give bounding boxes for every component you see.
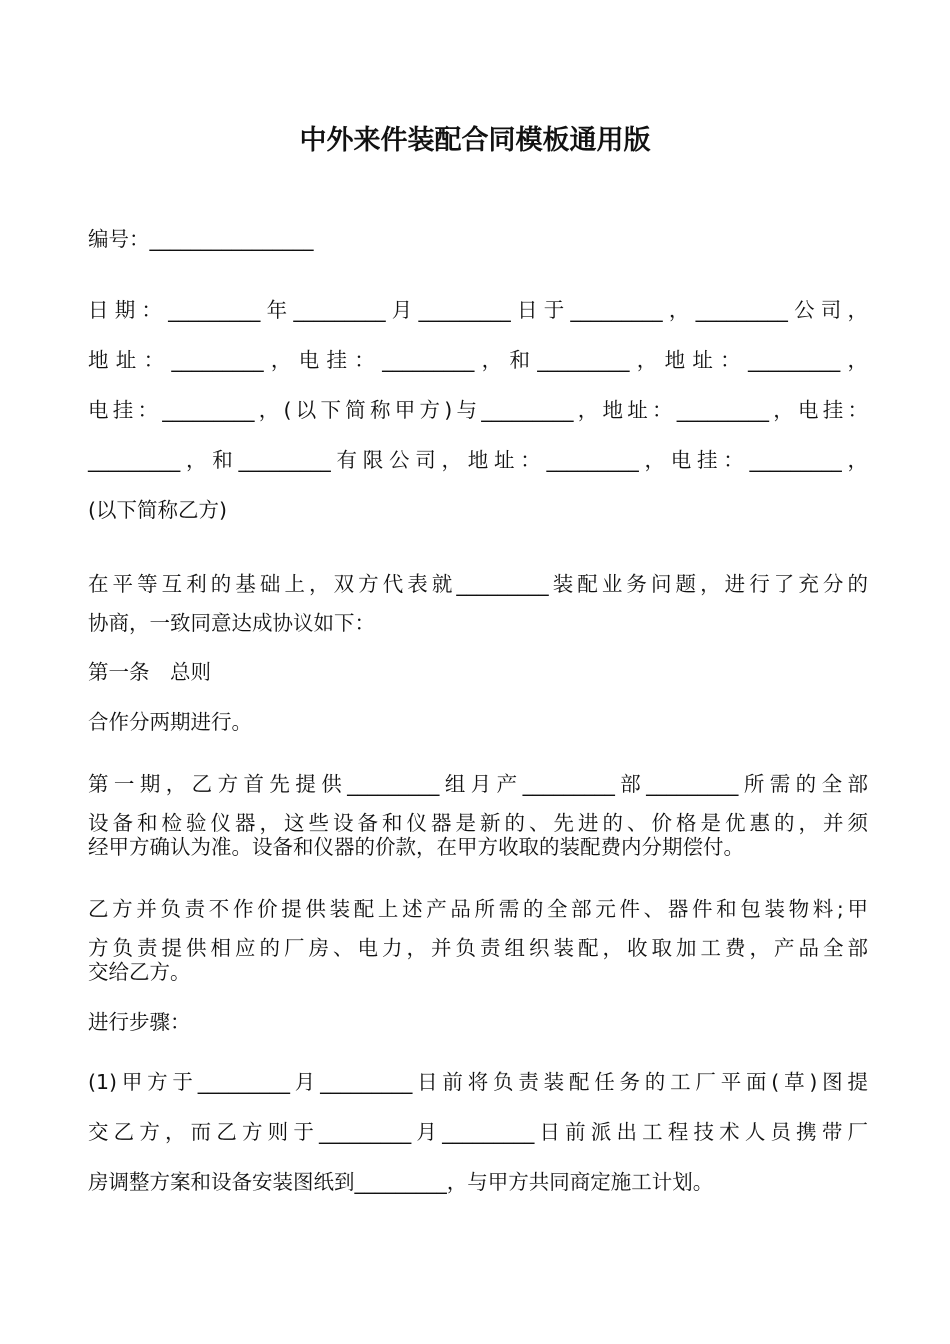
phase-1-line-1: 第一期，乙方首先提供_________组月产_________部_________所需的全部	[88, 772, 868, 796]
party-line-4: _________，和_________有限公司，地址：_________，电挂：_________，	[88, 448, 868, 472]
phase-1-line-2: 设备和检验仪器，这些设备和仪器是新的、先进的、价格是优惠的，并须	[88, 811, 868, 835]
party-line-3: 电挂：_________，(以下简称甲方)与_________，地址：_________，电挂：	[88, 398, 868, 422]
party-line-5: (以下简称乙方)	[88, 498, 227, 522]
article-1-intro: 合作分两期进行。	[88, 710, 252, 734]
supply-line-1: 乙方并负责不作价提供装配上述产品所需的全部元件、器件和包装物料;甲	[88, 897, 868, 921]
intro-line-1: 在平等互利的基础上，双方代表就_________装配业务问题，进行了充分的	[88, 572, 868, 596]
phase-1-line-3: 经甲方确认为准。设备和仪器的价款，在甲方收取的装配费内分期偿付。	[88, 835, 744, 859]
supply-line-2: 方负责提供相应的厂房、电力，并负责组织装配，收取加工费，产品全部	[88, 936, 868, 960]
intro-line-2: 协商，一致同意达成协议如下：	[88, 611, 375, 635]
contract-number: 编号：________________	[88, 227, 314, 251]
steps-heading: 进行步骤：	[88, 1010, 191, 1034]
step-1-line-1: (1)甲方于_________月_________日前将负责装配任务的工厂平面(草)图提	[88, 1070, 868, 1094]
step-1-line-2: 交乙方，而乙方则于_________月_________日前派出工程技术人员携带厂	[88, 1120, 868, 1144]
party-line-1: 日期：_________年_________月_________日于_________，_________公司，	[88, 298, 868, 322]
supply-line-3: 交给乙方。	[88, 960, 191, 984]
party-line-2: 地址：_________，电挂：_________，和_________，地址：_________，	[88, 348, 868, 372]
document-title: 中外来件装配合同模板通用版	[299, 125, 651, 156]
step-1-line-3: 房调整方案和设备安装图纸到_________，与甲方共同商定施工计划。	[88, 1170, 714, 1194]
article-1-heading: 第一条 总则	[88, 660, 211, 684]
